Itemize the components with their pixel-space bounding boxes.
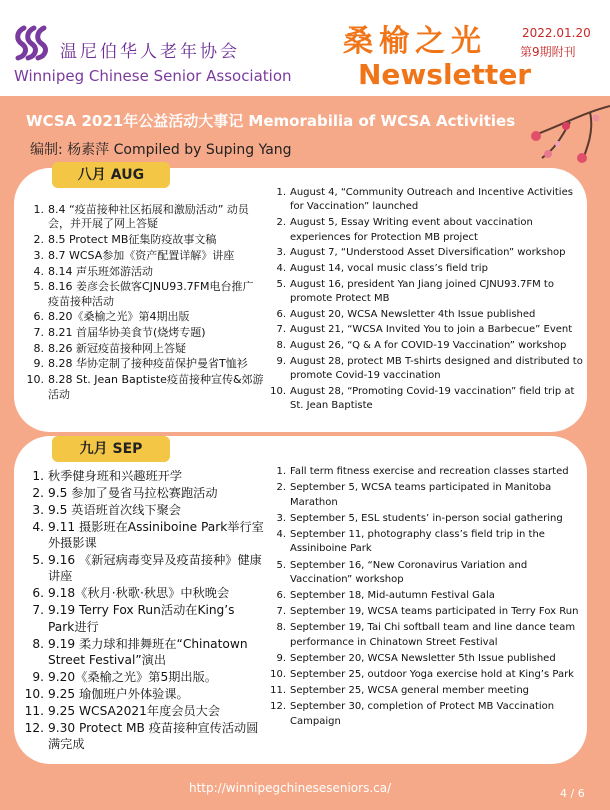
issue-date: 2022.01.20	[522, 26, 591, 40]
list-item: 1. 8.4 “疫苗接种社区拓展和激励活动” 动员会，并开展了网上答疑	[33, 203, 249, 231]
list-item: 7. September 19, WCSA teams participated in Terry Fox Run	[276, 606, 579, 618]
list-item: 1. 秋季健身班和兴趣班开学	[32, 469, 183, 483]
month-label-aug: 八月 AUG	[52, 162, 170, 188]
list-item: 5. August 16, president Yan Jiang joined CJNU93.7FM to promote Protect MB	[276, 278, 554, 305]
list-item: 7. 9.19 Terry Fox Run活动在King’s Park进行	[32, 603, 235, 634]
aug-english-list	[266, 186, 586, 415]
list-item: 5. September 16, “New Coronavirus Variation and Vaccination” workshop	[276, 559, 528, 586]
header-banner	[0, 0, 610, 96]
list-item: 10. 8.28 St. Jean Baptiste疫苗接种宣传&郊游活动	[26, 373, 264, 401]
list-item: 10. 9.25 瑜伽班户外体验课。	[24, 686, 189, 701]
aug-chinese-list	[24, 203, 264, 403]
compiled-by: 编制: 杨素萍 Compiled by Suping Yang	[30, 142, 292, 158]
list-item: 6. August 20, WCSA Newsletter 4th Issue published	[276, 308, 536, 320]
list-item: 1. August 4, “Community Outreach and Incentive Activities for Vaccination” launched	[276, 187, 573, 213]
list-item: 6. 9.18《秋月·秋歌·秋思》中秋晚会	[32, 586, 230, 601]
list-item: 2. 8.5 Protect MB征集防疫故事文稿	[33, 233, 217, 247]
sep-chinese-list	[24, 468, 264, 753]
list-item: 6. 8.20《桑榆之光》第4期出版	[33, 310, 190, 324]
list-item: 3. 8.7 WCSA参加《资产配置详解》讲座	[33, 248, 235, 262]
sep-english-list	[266, 465, 586, 731]
list-item: 3. August 7, “Understood Asset Diversification” workshop	[276, 247, 566, 259]
list-item: 7. 8.21 首届华协美食节(烧烤专题)	[33, 326, 206, 340]
issue-number: 第9期附刊	[520, 45, 576, 59]
list-item: 9. August 28, protect MB T-shirts designed and distributed to promote Covid-19 vaccination	[276, 355, 583, 382]
list-item: 10. August 28, “Promoting Covid-19 vaccination” field trip at St. Jean Baptiste	[270, 385, 575, 412]
list-item: 11. September 25, WCSA general member meeting	[270, 685, 529, 697]
list-item: 11. 9.25 WCSA2021年度会员大会	[24, 703, 221, 718]
list-item: 7. August 21, “WCSA Invited You to join a Barbecue” Event	[276, 324, 573, 336]
list-item: 5. 8.16 姜彦会长做客CJNU93.7FM电台推广疫苗接种活动	[33, 280, 254, 308]
list-item: 8. 9.19 柔力球和排舞班在“Chinatown Street Festival”演出	[32, 636, 248, 667]
list-item: 3. September 5, ESL students’ in-person social gathering	[276, 512, 563, 524]
page-title: WCSA 2021年公益活动大事记 Memorabilia of WCSA Activities	[26, 112, 516, 130]
list-item: 1. Fall term fitness exercise and recreation classes started	[276, 466, 569, 477]
list-item: 3. 9.5 英语班首次线下聚会	[32, 502, 181, 517]
list-item: 12. 9.30 Protect MB 疫苗接种宣传活动圆满完成	[24, 720, 259, 751]
list-item: 12. September 30, completion of Protect MB Vaccination Campaign	[270, 701, 555, 727]
list-item: 8. September 19, Tai Chi softball team and line dance team performance in Chinatown Street Festival	[276, 622, 576, 649]
list-item: 4. August 14, vocal music class’s field trip	[276, 262, 488, 274]
list-item: 2. September 5, WCSA teams participated in Manitoba Marathon	[276, 482, 552, 508]
list-item: 8. 8.26 新冠疫苗接种网上答疑	[33, 341, 186, 355]
list-item: 8. August 26, “Q & A for COVID-19 Vaccination” workshop	[276, 340, 567, 352]
org-name-english: Winnipeg Chinese Senior Association	[14, 67, 292, 85]
list-item: 5. 9.16 《新冠病毒变异及疫苗接种》健康讲座	[32, 553, 262, 584]
list-item: 9. September 20, WCSA Newsletter 5th Issue published	[276, 653, 556, 665]
list-item: 4. 9.11 摄影班在Assiniboine Park举行室外摄影课	[32, 519, 264, 551]
org-name-chinese: 温尼伯华人老年协会	[60, 42, 240, 62]
list-item: 2. August 5, Essay Writing event about vaccination experiences for Protection MB project	[276, 217, 533, 243]
list-item: 6. September 18, Mid-autumn Festival Gala	[276, 590, 495, 602]
list-item: 10. September 25, outdoor Yoga exercise hold at King’s Park	[270, 669, 574, 681]
page-number: 4 / 6	[560, 787, 585, 800]
newsletter-title-chinese: 桑榆之光	[343, 24, 487, 59]
list-item: 4. 8.14 声乐班郊游活动	[33, 264, 153, 278]
website-link[interactable]: http://winnipegchineseseniors.ca/	[189, 781, 392, 795]
list-item: 4. September 11, photography class’s field trip in the Assiniboine Park	[276, 528, 545, 555]
association-logo-icon	[14, 24, 50, 62]
newsletter-title-english: Newsletter	[358, 58, 532, 91]
list-item: 9. 8.28 华协定制了接种疫苗保护曼省T恤衫	[33, 357, 248, 371]
list-item: 9. 9.20《桑榆之光》第5期出版。	[32, 669, 217, 684]
month-label-sep: 九月 SEP	[52, 436, 170, 462]
list-item: 2. 9.5 参加了曼省马拉松赛跑活动	[32, 485, 218, 500]
